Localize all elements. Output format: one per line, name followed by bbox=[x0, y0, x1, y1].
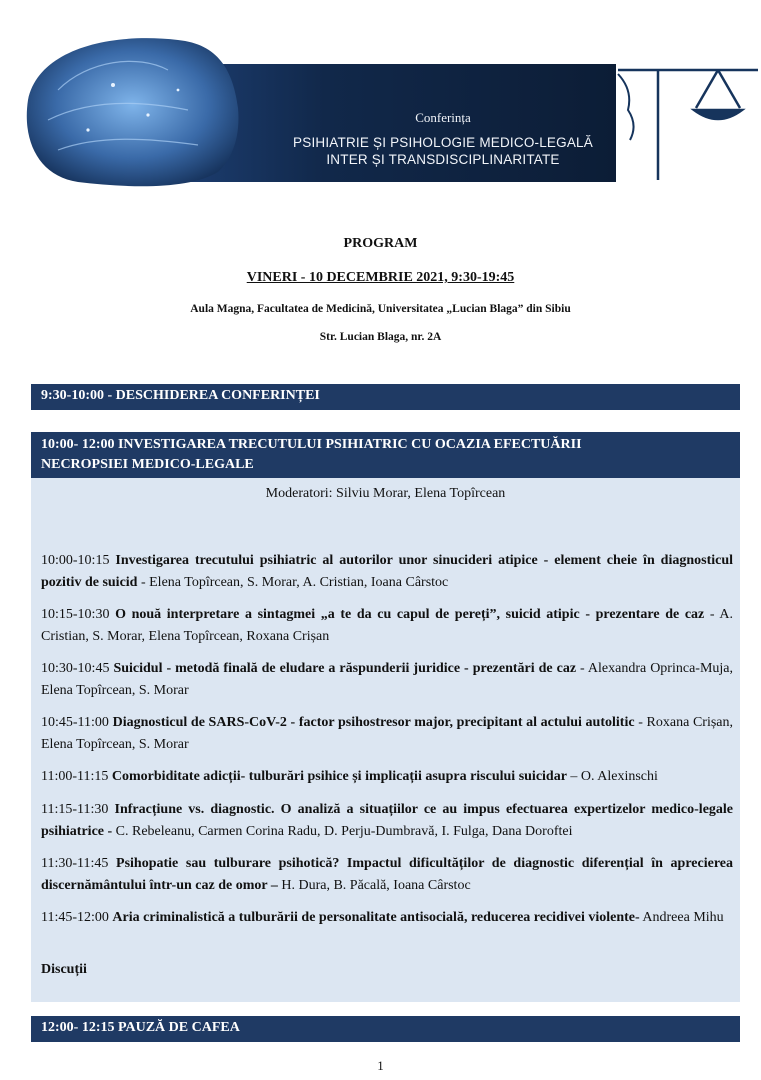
talk-authors: C. Rebeleanu, Carmen Corina Radu, D. Perju-Dumbravă, I. Fulga, Dana Doroftei bbox=[112, 824, 573, 839]
banner-title-line2: INTER ȘI TRANSDISCIPLINARITATE bbox=[326, 152, 560, 167]
talk-time: 10:45-11:00 bbox=[41, 715, 109, 730]
list-item bbox=[41, 712, 733, 756]
venue: Aula Magna, Facultatea de Medicină, Universitatea „Lucian Blaga” din Sibiu bbox=[190, 303, 571, 315]
session-bar-investigation bbox=[31, 432, 740, 478]
talk-title: Aria criminalistică a tulburării de personalitate antisocială, reducerea recidivei violente- bbox=[112, 910, 640, 925]
talk-title: Infracțiune vs. diagnostic. O analiză a situațiilor ce au impus efectuarea expertizelor medico-legale psihiatrice - bbox=[41, 802, 734, 839]
program-date bbox=[0, 270, 761, 286]
talk-time: 10:00-10:15 bbox=[41, 553, 110, 568]
brain-head-icon bbox=[27, 38, 239, 186]
talk-time: 11:15-11:30 bbox=[41, 802, 109, 817]
talk-title: Suicidul - metodă finală de eludare a răspunderii juridice - prezentări de caz bbox=[113, 661, 577, 676]
banner-subtitle: Conferința bbox=[415, 110, 471, 125]
banner-title-line1: PSIHIATRIE ȘI PSIHOLOGIE MEDICO-LEGALĂ bbox=[293, 135, 593, 150]
talk-authors: - Alexandra Oprinca-Muja, Elena Topîrcean, S. Morar bbox=[41, 661, 733, 698]
program-date-text: VINERI - 10 DECEMBRIE 2021, 9:30-19:45 bbox=[246, 270, 515, 285]
program-heading: PROGRAM bbox=[343, 236, 418, 251]
conference-banner bbox=[18, 30, 758, 190]
session-panel bbox=[31, 478, 740, 1002]
talk-title: Psihopatie sau tulburare psihotică? Impactul dificultăților de diagnostic diferențial în aprecierea discernământului într-un caz de omor – bbox=[41, 856, 734, 893]
banner-text bbox=[258, 110, 628, 168]
discussion-label: Discuții bbox=[41, 962, 87, 977]
list-item bbox=[41, 604, 733, 648]
list-item bbox=[41, 766, 733, 788]
list-item bbox=[41, 658, 733, 702]
talk-time: 11:30-11:45 bbox=[41, 856, 109, 871]
talk-authors: - Roxana Crișan, Elena Topîrcean, S. Morar bbox=[41, 715, 733, 752]
scales-of-justice-icon bbox=[618, 70, 758, 180]
page-number: 1 bbox=[377, 1058, 384, 1073]
session-bar-opening: 9:30-10:00 - DESCHIDEREA CONFERINȚEI bbox=[31, 384, 740, 410]
talk-authors: Andreea Mihu bbox=[639, 910, 724, 925]
list-item bbox=[41, 550, 733, 594]
session-title-line1: 10:00- 12:00 INVESTIGAREA TRECUTULUI PSIHIATRIC CU OCAZIA EFECTUĂRII bbox=[41, 437, 582, 452]
talk-title: Diagnosticul de SARS-CoV-2 - factor psihostresor major, precipitant al actului autolitic bbox=[112, 715, 635, 730]
session-title-line2: NECROPSIEI MEDICO-LEGALE bbox=[41, 457, 254, 472]
talk-authors: – O. Alexinschi bbox=[566, 769, 658, 784]
talk-time: 11:45-12:00 bbox=[41, 910, 109, 925]
session-bar-coffee-break: 12:00- 12:15 PAUZĂ DE CAFEA bbox=[31, 1016, 740, 1042]
talk-title: Investigarea trecutului psihiatric al autorilor unor sinucideri atipice - element cheie în diagnosticul pozitiv de suicid bbox=[41, 553, 734, 590]
talk-title: Comorbiditate adicții- tulburări psihice și implicații asupra riscului suicidar bbox=[111, 769, 567, 784]
list-item bbox=[41, 799, 733, 843]
talk-time: 10:30-10:45 bbox=[41, 661, 110, 676]
talk-authors: - A. Cristian, S. Morar, Elena Topîrcean, Roxana Crișan bbox=[41, 607, 734, 644]
list-item bbox=[41, 853, 733, 897]
address: Str. Lucian Blaga, nr. 2A bbox=[319, 331, 442, 343]
talk-authors: H. Dura, B. Păcală, Ioana Cârstoc bbox=[277, 878, 471, 893]
talk-authors: - Elena Topîrcean, S. Morar, A. Cristian, Ioana Cârstoc bbox=[137, 575, 449, 590]
talk-time: 10:15-10:30 bbox=[41, 607, 110, 622]
talk-title: O nouă interpretare a sintagmei „a te da cu capul de pereți”, suicid atipic - prezentare de caz bbox=[115, 607, 705, 622]
talk-time: 11:00-11:15 bbox=[41, 769, 109, 784]
moderators: Moderatori: Silviu Morar, Elena Topîrcean bbox=[265, 486, 506, 501]
list-item bbox=[41, 907, 733, 929]
